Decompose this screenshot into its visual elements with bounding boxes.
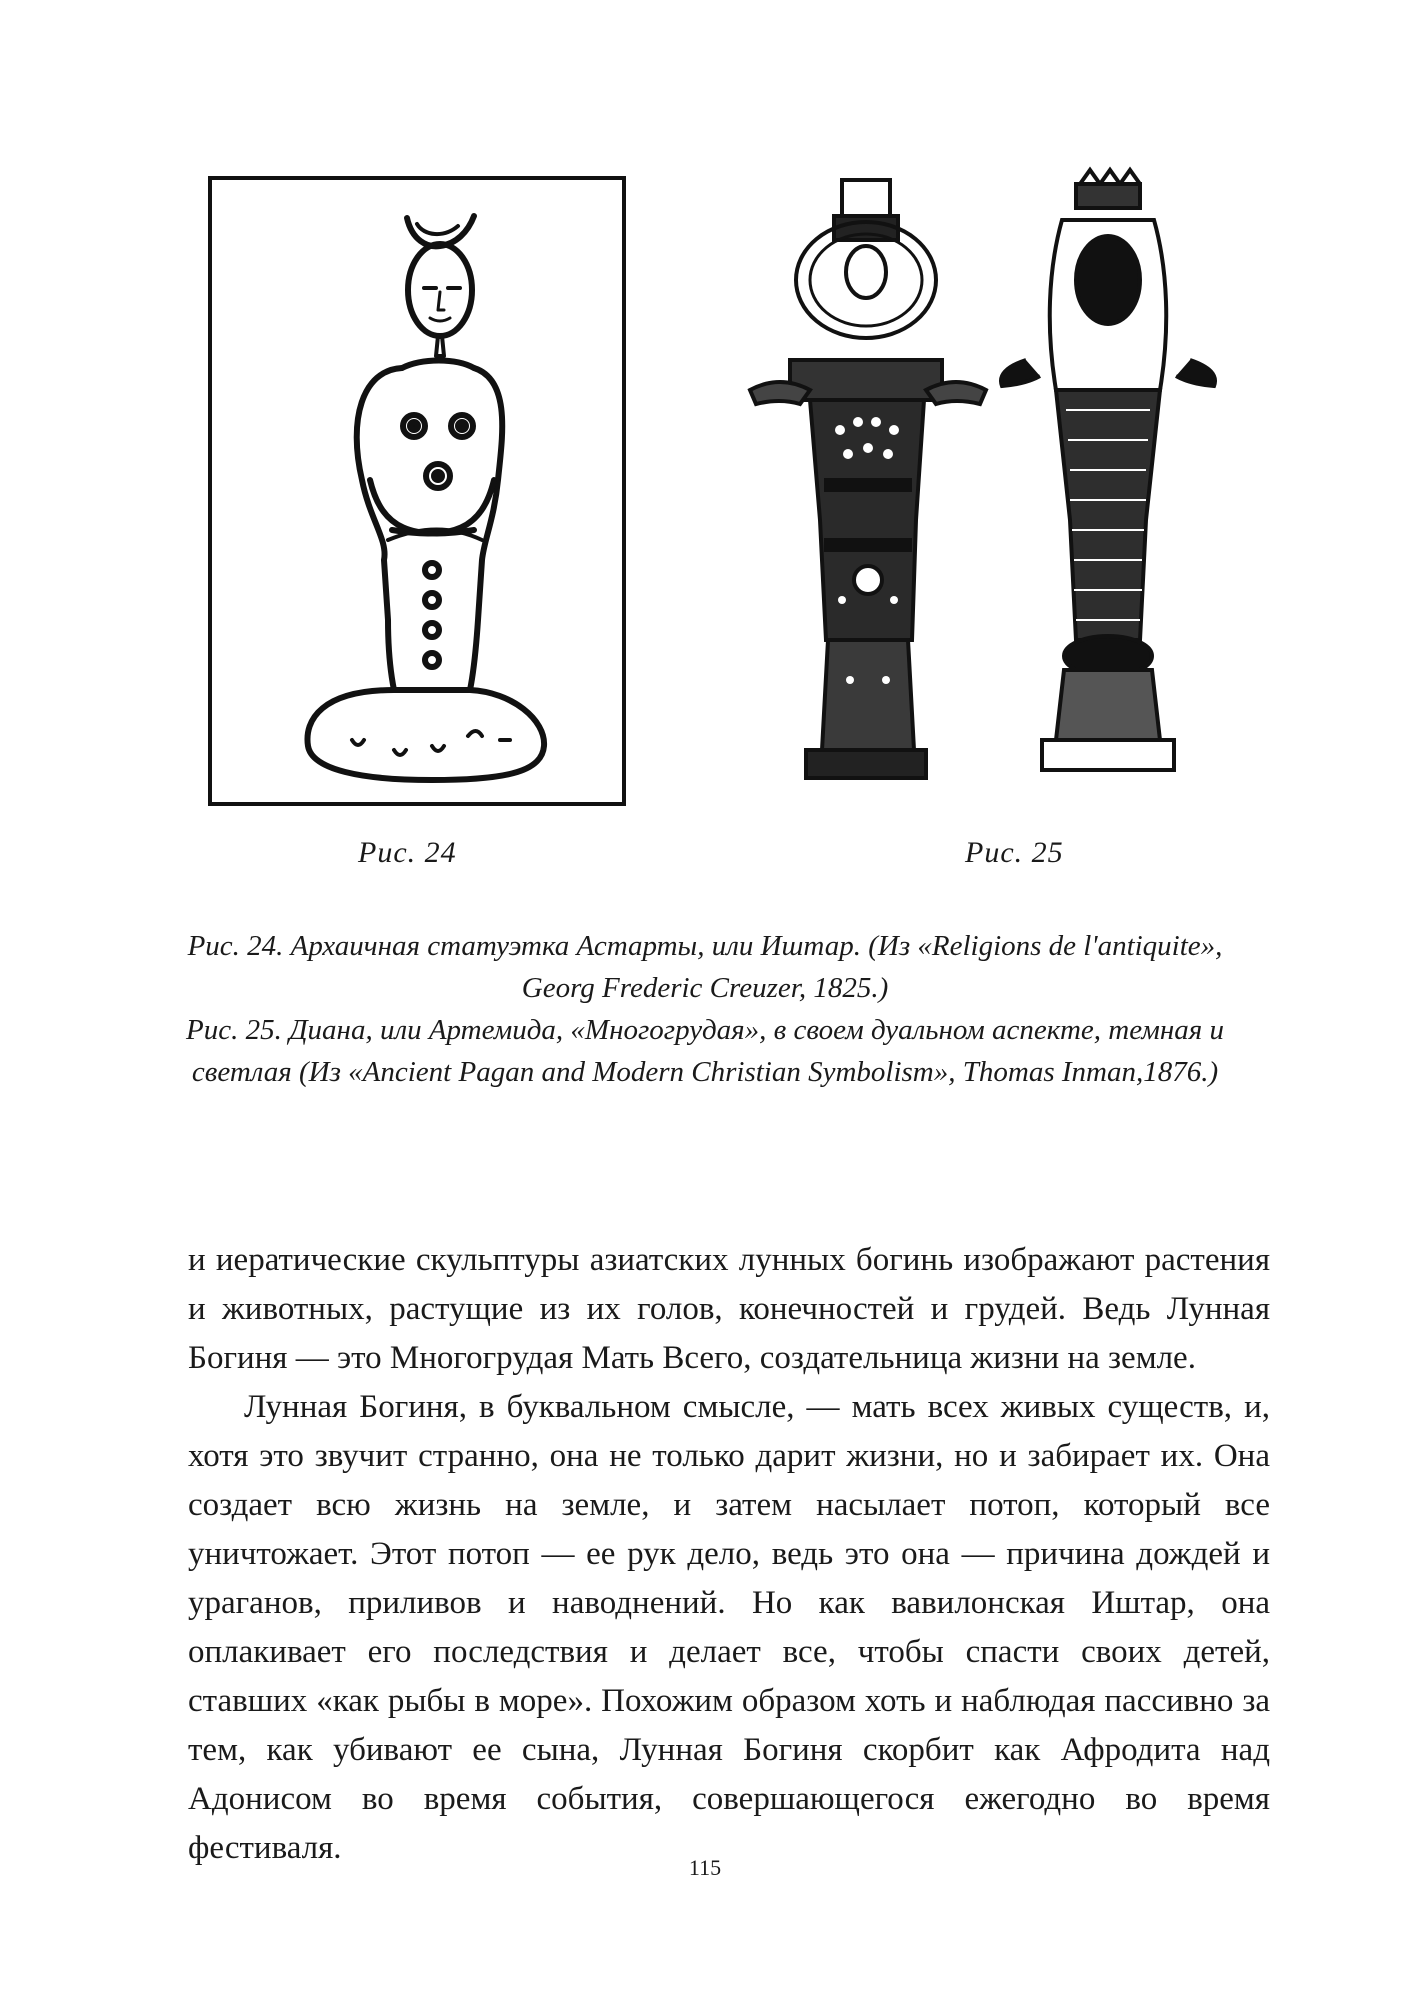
paragraph-2: Лунная Богиня, в буквальном смысле, — мать всех живых существ, и, хотя это звучит странно, она не только дарит жизни, но и забирает их. Она создает всю жизнь на земле, и затем насылает потоп, который все уничтожает. Этот потоп — ее рук дело, ведь это она — причина дождей и ураганов, приливов и наводнений. Но как вавилонская Иштар, она оплакивает его последствия и делает все, чтобы спасти своих детей, ставших «как рыбы в море». Похожим образом хоть и наблюдая пассивно за тем, как убивают ее сына, Лунная Богиня скорбит как Афродита над Адонисом во время события, совершающегося ежегодно во время фестиваля. [188,1389,1270,1866]
artemis-statues-illustration [730,160,1250,800]
figure-25-label: Рис. 25 [965,836,1064,869]
page-number: 115 [688,1855,722,1880]
figure-24-label: Рис. 24 [358,836,457,869]
astarte-statuette-illustration [212,180,622,802]
figure-24-astarte-statuette [208,176,626,806]
light-artemis-statue [750,180,986,778]
figure-caption [180,925,1230,1093]
caption-figure-25: Рис. 25. Диана, или Артемида, «Многогрудая», в своем дуальном аспекте, темная и светлая (Из «Ancient Pagan and Modern Christian Symbolism», Thomas Inman,1876.) [186,1014,1224,1088]
body-text [188,1236,1270,1873]
dark-artemis-statue [1001,170,1215,770]
paragraph-1: и иератические скульптуры азиатских лунных богинь изображают растения и животных, растущие из их голов, конечностей и грудей. Ведь Лунная Богиня — это Многогрудая Мать Всего, создательница жизни на земле. [188,1242,1270,1376]
caption-figure-24: Рис. 24. Архаичная статуэтка Астарты, или Иштар. (Из «Religions de l'antiquite», Georg Frederic Creuzer, 1825.) [187,930,1223,1004]
figure-25-diana-artemis-statues [730,160,1250,800]
